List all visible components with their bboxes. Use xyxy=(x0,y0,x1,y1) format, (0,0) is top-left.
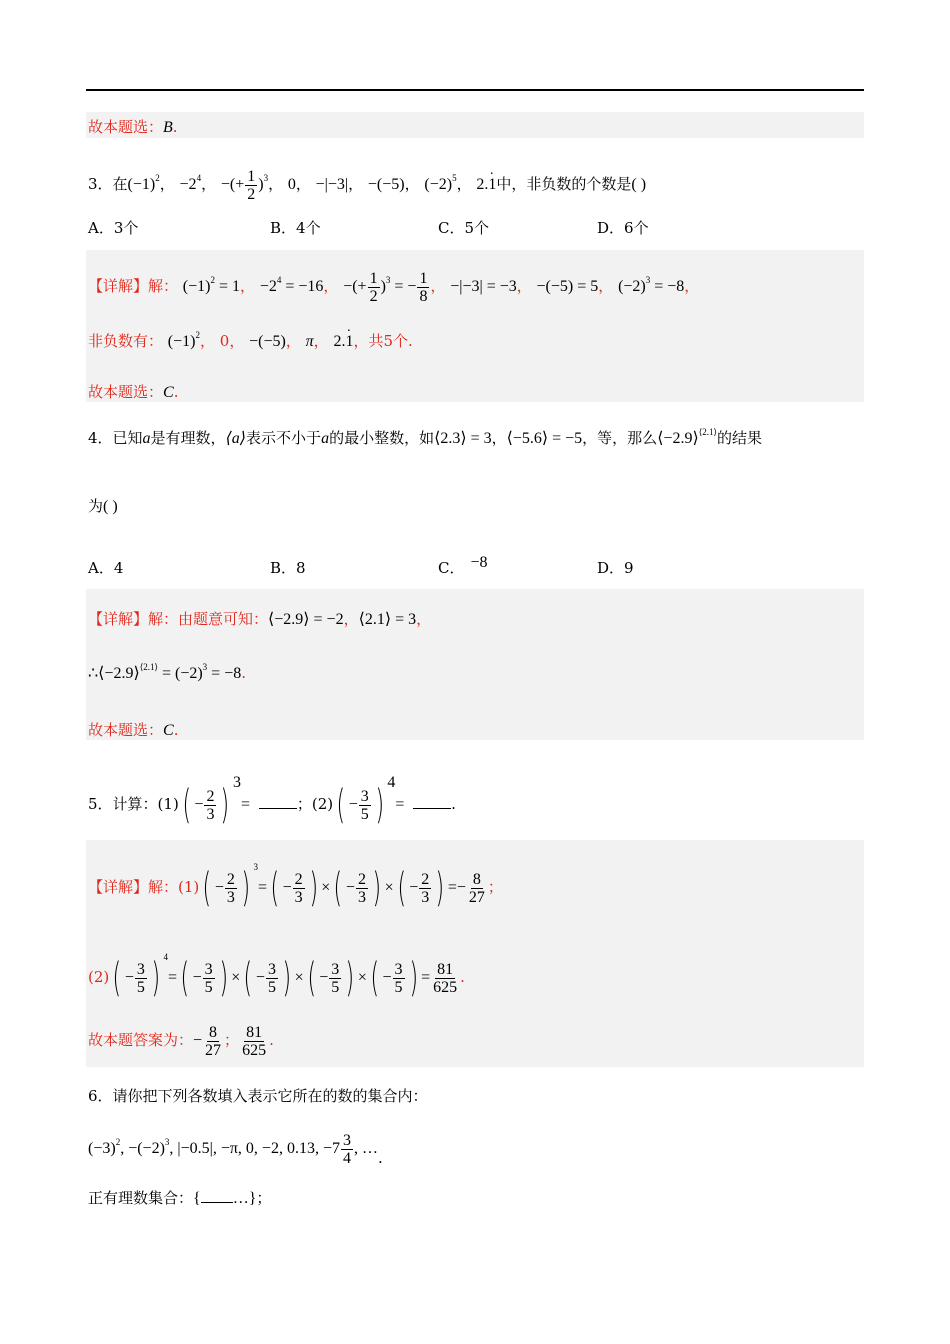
q3-detail-line2: 非负数有： $(-1)^2$， 0， −(−5)， π， 2.1 ·，共5个. xyxy=(88,325,413,352)
q3-option-b: B．4个 xyxy=(270,219,321,237)
q6-set-positive-rational: 正有理数集合：{ …}； xyxy=(88,1189,272,1207)
q6-question: 6．请你把下列各数填入表示它所在的数的集合内： xyxy=(88,1087,428,1105)
q3-option-c: C．5个 xyxy=(438,219,490,237)
q3-option-d: D．6个 xyxy=(597,219,649,237)
q5-detail-line1: 【详解】解：(1) ( − $\frac{2}{3}$ ) $^3$= ( − $\frac{2}{3}$ ) × ( − $\frac{2}{3}$ ) × ( − $\frac{2}{3}$ ) =− $\frac{8}{27}$ ； xyxy=(88,862,503,912)
q6-list: $(-3)^2$, $-(-2)^3$, |−0.5|, −π, 0, −2, 0.13, −7 $\frac{3}{4}$ , …. xyxy=(88,1131,383,1167)
q5-answer: 故本题答案为：− $\frac{8}{27}$ ； $\frac{81}{625}$ . xyxy=(88,1023,274,1059)
q4-option-c: C． −8 xyxy=(438,554,488,577)
q4-detail-line2: ∴⟨−2.9⟩$^{⟨2.1⟩}$ = $(-2)^3 = -8$. xyxy=(88,662,246,682)
q4-question-line1: 4．已知a是有理数，⟨a⟩表示不小于a的最小整数，如⟨2.3⟩ = 3，⟨−5.6⟩ = −5，等，那么⟨−2.9⟩$^{⟨2.1⟩}$的结果 xyxy=(88,427,762,447)
q4-option-b: B．8 xyxy=(270,559,306,577)
q4-detail-line1: 【详解】解：由题意可知：⟨−2.9⟩ = −2，⟨2.1⟩ = 3， xyxy=(88,610,432,628)
answer-box-q2 xyxy=(86,112,864,138)
answer-blank[interactable] xyxy=(201,1188,233,1203)
q5-question: 5．计算：(1) ( − $\frac{2}{3}$ ) $^3$= ；(2) ( − $\frac{3}{5}$ ) $^4$= . xyxy=(88,774,456,828)
q4-answer: 故本题选：C. xyxy=(88,721,179,739)
q3-detail-line1: 【详解】解： $(-1)^2 = 1$， $-2^4 = -16$， −(+ $\frac{1}{2}$ )$^3$ = − $\frac{1}{8}$ ， −|−3| = −3， −(−5) = 5， $(-2)^3 = -8$， xyxy=(88,270,700,305)
q4-option-d: D．9 xyxy=(597,559,634,577)
q4-question-line2: 为( ) xyxy=(88,497,118,515)
q4-option-a: A．4 xyxy=(88,559,124,577)
q5-detail-line2: (2) ( − $\frac{3}{5}$ ) $^4$= ( − $\frac{3}{5}$ ) × ( − $\frac{3}{5}$ ) × ( − $\frac{3}{5}$ ) × ( − $\frac{3}{5}$ ) = $\frac{81}{625}$ . xyxy=(88,952,465,1002)
q3-option-a: A．3个 xyxy=(88,219,139,237)
header-rule xyxy=(86,89,864,91)
q3-answer: 故本题选：C. xyxy=(88,383,179,401)
q3-question: 3．在$(-1)^2$， $-2^4$， −(+ $\frac{1}{2}$ )$^3$， 0， −|−3|， −(−5)， $(-2)^5$， 2.1 ·中，非负数的个数是( ) xyxy=(88,168,646,203)
q2-answer: 故本题选：B. xyxy=(88,118,178,136)
